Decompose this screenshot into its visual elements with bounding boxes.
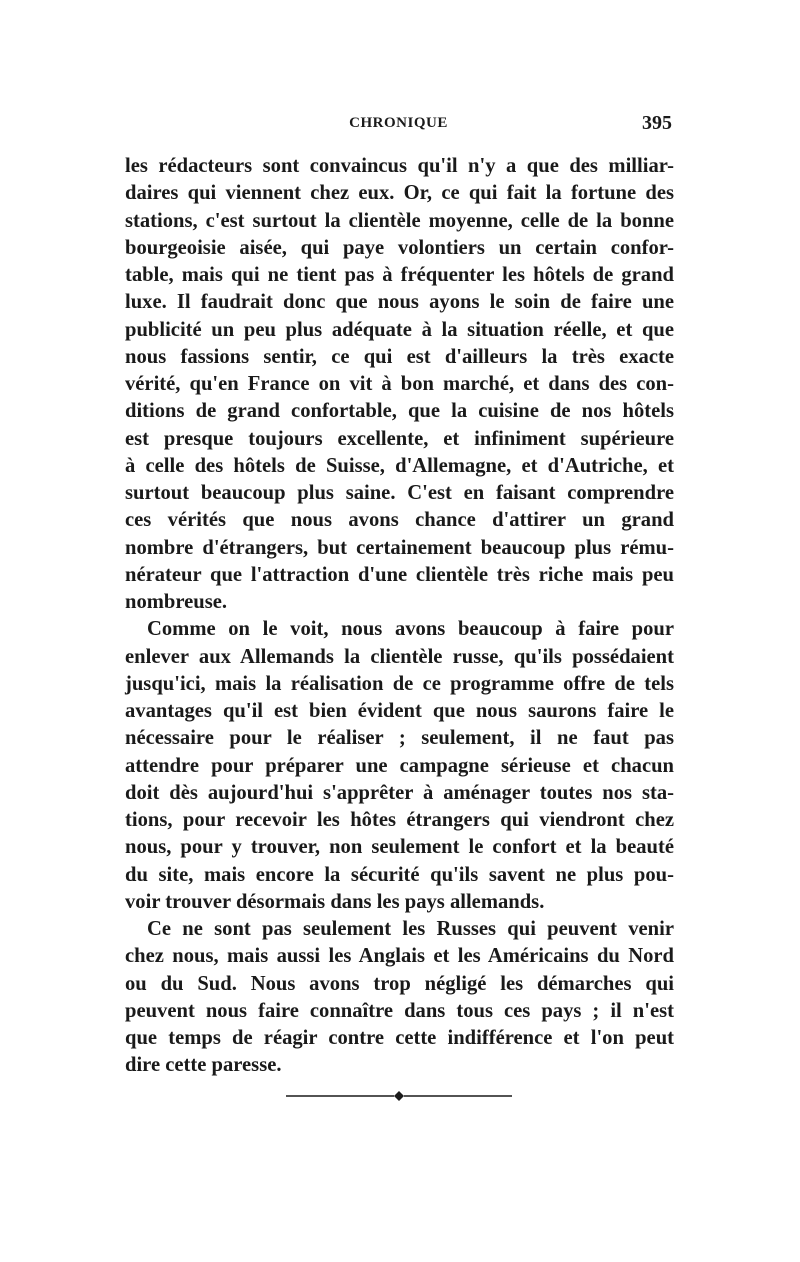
text-line: publicité un peu plus adéquate à la situation réelle, et que	[125, 318, 674, 341]
text-line: nérateur que l'attraction d'une clientèle très riche mais peu	[125, 563, 674, 586]
text-line: voir trouver désormais dans les pays allemands.	[125, 890, 545, 913]
text-line: Comme on le voit, nous avons beaucoup à faire pour	[147, 618, 674, 641]
text-line: luxe. Il faudrait donc que nous ayons le soin de faire une	[125, 291, 674, 314]
text-line: dire cette paresse.	[125, 1054, 282, 1077]
text-line: doit dès aujourd'hui s'apprêter à aménager toutes nos sta-	[125, 781, 674, 804]
text-line: est presque toujours excellente, et infiniment supérieure	[125, 427, 674, 450]
running-head: CHRONIQUE	[349, 115, 448, 131]
text-line: ou du Sud. Nous avons trop négligé les démarches qui	[125, 972, 674, 995]
text-line: tions, pour recevoir les hôtes étrangers qui viendront chez	[125, 809, 674, 831]
text-line: jusqu'ici, mais la réalisation de ce programme offre de tels	[125, 672, 674, 695]
ornament-diamond	[394, 1091, 404, 1101]
text-line: nécessaire pour le réaliser ; seulement, il ne faut pas	[125, 727, 674, 750]
text-line: que temps de réagir contre cette indifférence et l'on peut	[125, 1027, 674, 1049]
page-header	[125, 113, 672, 139]
text-line: nombre d'étrangers, but certainement beaucoup plus rému-	[125, 536, 674, 559]
text-line: vérité, qu'en France on vit à bon marché, et dans des con-	[125, 373, 674, 395]
text-line: enlever aux Allemands la clientèle russe, qu'ils possédaient	[125, 645, 674, 668]
text-line: ces vérités que nous avons chance d'attirer un grand	[125, 509, 674, 532]
section-end-ornament	[286, 1090, 512, 1102]
text-line: bourgeoisie aisée, qui paye volontiers un certain confor-	[125, 236, 674, 259]
text-line: nous, pour y trouver, non seulement le confort et la beauté	[125, 836, 674, 859]
text-line: nous fassions sentir, ce qui est d'ailleurs la très exacte	[125, 345, 674, 368]
text-line: Ce ne sont pas seulement les Russes qui peuvent venir	[147, 918, 674, 940]
text-line: table, mais qui ne tient pas à fréquenter les hôtels de grand	[125, 264, 674, 286]
page-number: 395	[642, 112, 672, 134]
text-line: daires qui viennent chez eux. Or, ce qui fait la fortune des	[125, 182, 674, 205]
text-line: surtout beaucoup plus saine. C'est en faisant comprendre	[125, 482, 674, 504]
text-line: du site, mais encore la sécurité qu'ils savent ne plus pou-	[125, 863, 674, 886]
text-line: les rédacteurs sont convaincus qu'il n'y a que des milliar-	[125, 155, 674, 177]
text-line: stations, c'est surtout la clientèle moyenne, celle de la bonne	[125, 209, 674, 232]
text-line: avantages qu'il est bien évident que nous saurons faire le	[125, 700, 674, 722]
text-line: à celle des hôtels de Suisse, d'Allemagne, et d'Autriche, et	[125, 454, 674, 477]
text-line: nombreuse.	[125, 591, 228, 613]
text-line: peuvent nous faire connaître dans tous ces pays ; il n'est	[125, 999, 674, 1022]
text-line: ditions de grand confortable, que la cuisine de nos hôtels	[125, 400, 674, 423]
text-line: chez nous, mais aussi les Anglais et les Américains du Nord	[125, 945, 674, 968]
body-text	[125, 153, 674, 1080]
text-line: attendre pour préparer une campagne sérieuse et chacun	[125, 754, 674, 777]
